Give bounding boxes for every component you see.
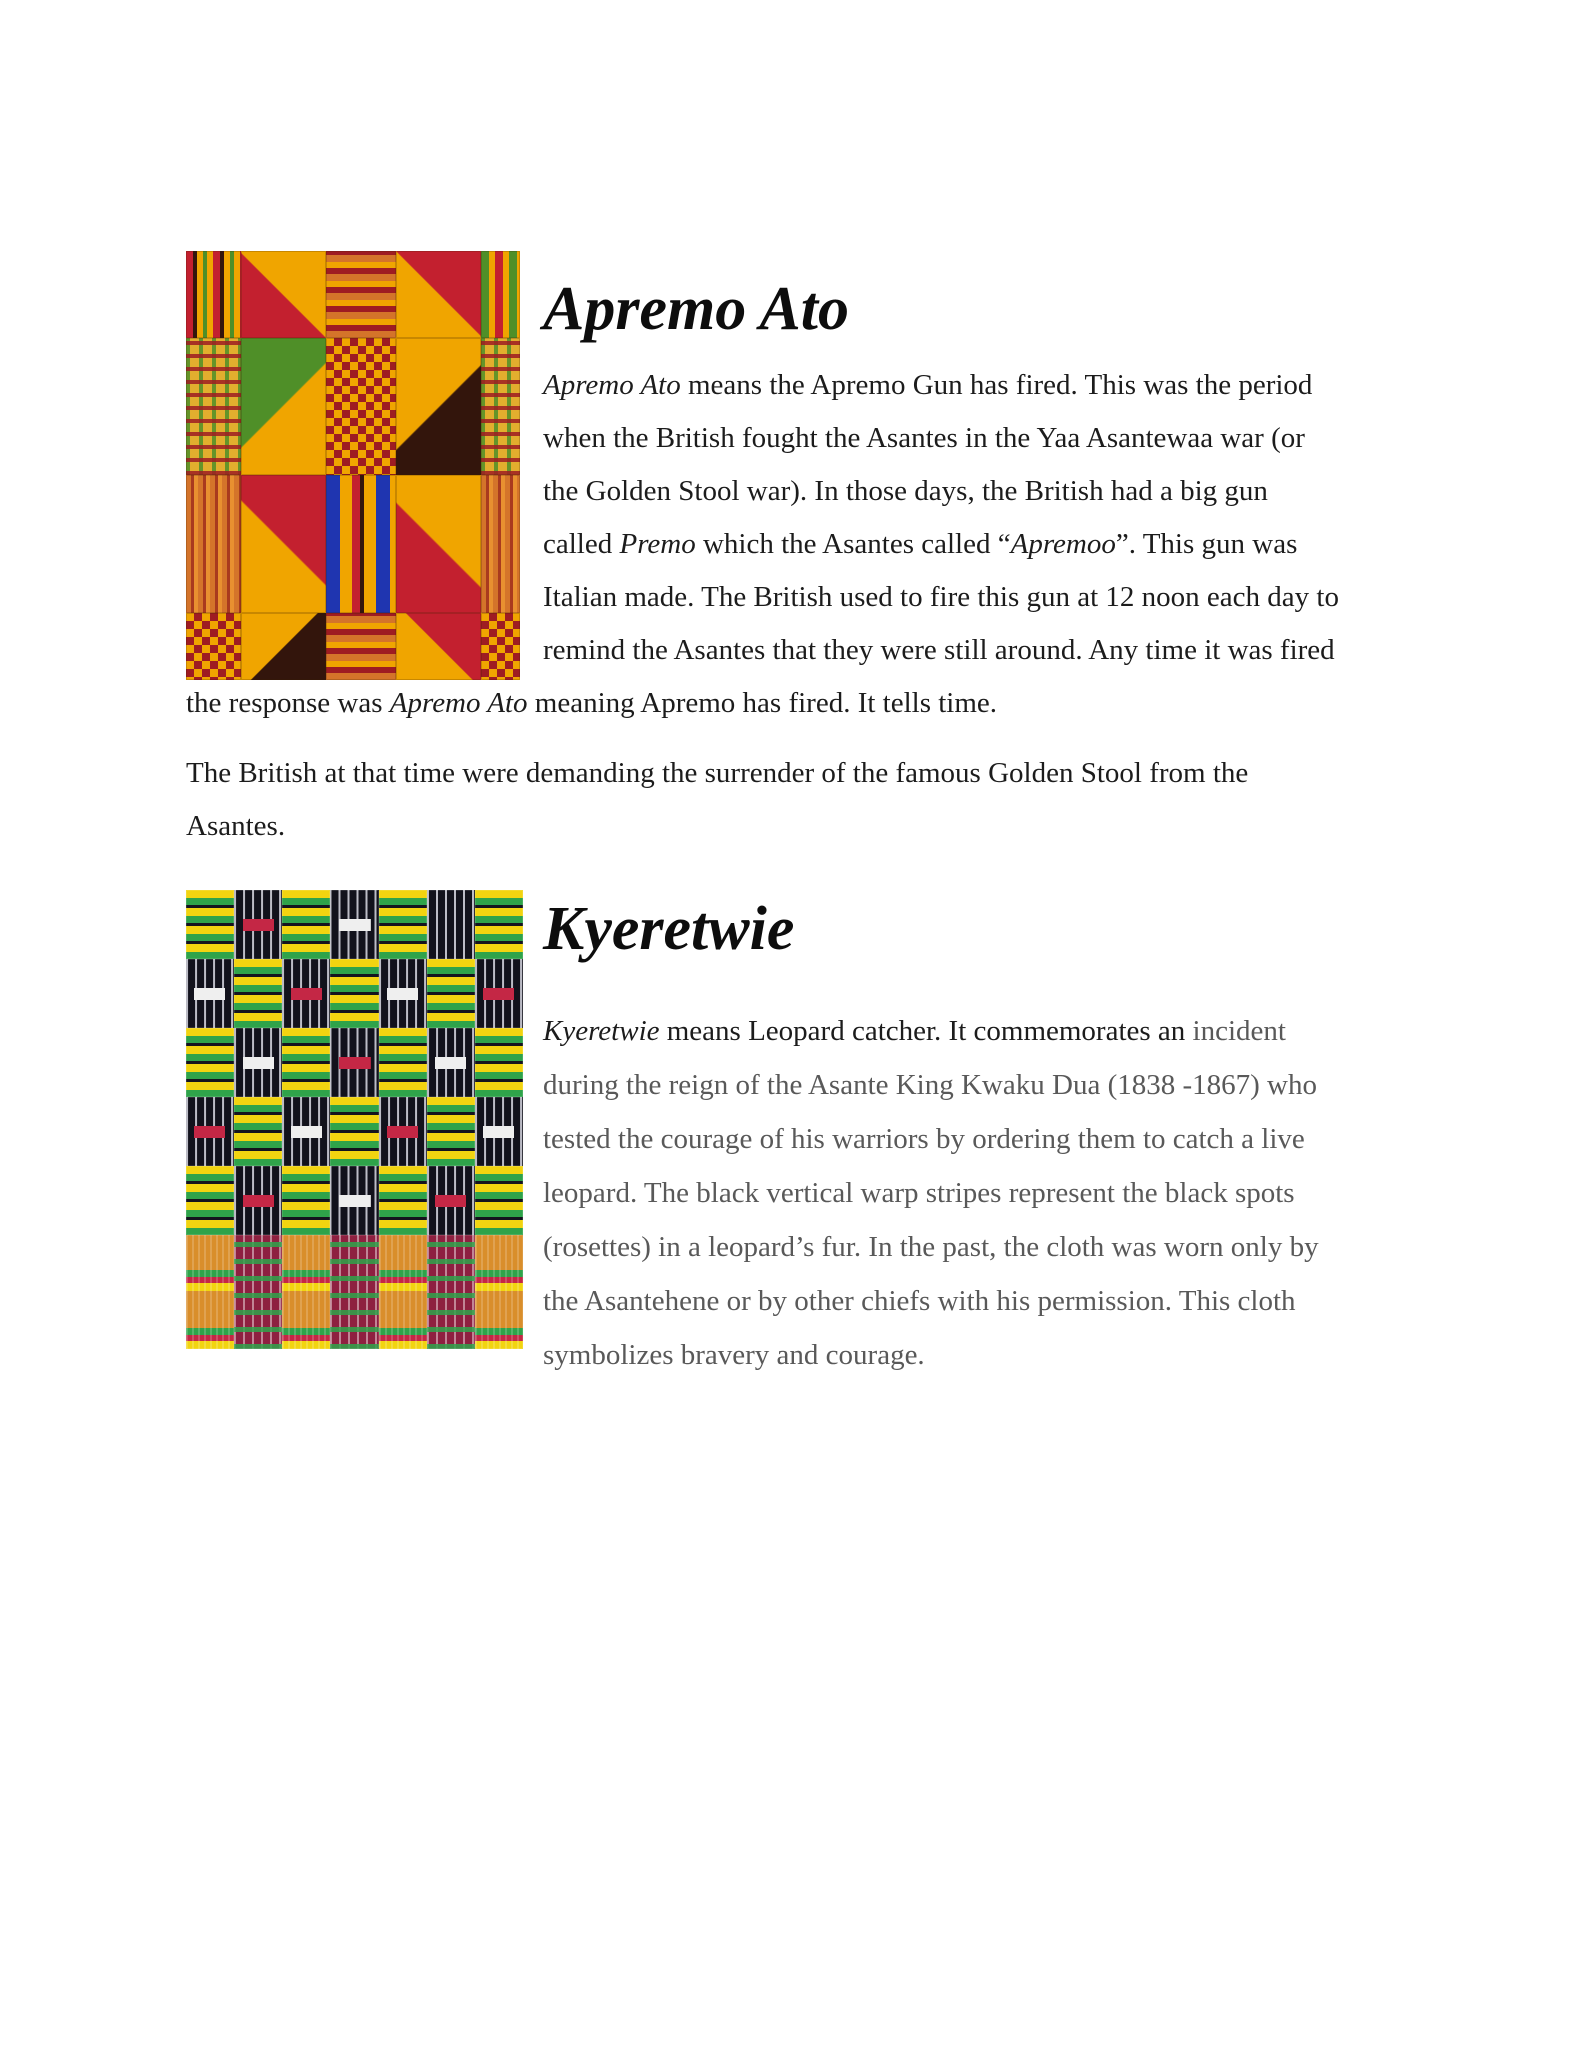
text-segment: The British at that time were demanding the surrender of the famous Golden Stool from the [186,757,1249,789]
kente-patch-stripe [330,959,378,1028]
text-line [543,465,1339,518]
kente-patch-stair-g [241,338,326,475]
text-segment: Apremo Ato [543,369,681,401]
text-line [543,1058,1319,1112]
kente-patch-stair-r [396,475,481,613]
kente-patch-black-r [379,1097,427,1166]
text-line [543,1004,1319,1058]
text-segment: ”. This gun was [1115,528,1298,560]
kente-patch-orange [186,1235,234,1349]
text-segment: means Leopard catcher. It commemorates an [659,1015,1193,1047]
kente-patch-black-w [186,959,234,1028]
text-segment: the Golden Stool war). In those days, the British had a big gun [543,475,1268,507]
kente-patch-black-r [282,959,330,1028]
kente-patch-check [326,338,396,475]
text-segment: Apremoo [1010,528,1116,560]
kente-patch-plaid2 [427,1235,475,1349]
kente-patch-stripe [427,959,475,1028]
text-segment: leopard. The black vertical warp stripes represent the black spots [543,1177,1295,1209]
kente-patch-stripe [379,1028,427,1097]
kente-patch-black [427,890,475,959]
kente-patch-check [186,613,241,680]
kente-cloth-image-apremo [186,251,520,680]
text-segment: Kyeretwie [543,1015,660,1047]
text-line [543,1274,1319,1328]
kente-patch-black-w [379,959,427,1028]
kente-patch-weave [481,475,520,613]
text-segment: means the Apremo Gun has fired. This was the period [680,369,1313,401]
kente-patch-stair-r [241,251,326,338]
text-segment: during the reign of the Asante King Kwaku Dua (1838 -1867) who [543,1069,1317,1101]
paragraph-apremo-body [543,359,1339,677]
kente-patch-weave [186,475,241,613]
text-segment: which the Asantes called “ [695,528,1011,560]
kente-patch-black-w [282,1097,330,1166]
heading-apremo-ato: Apremo Ato [543,275,850,343]
kente-patch-stair-r2 [396,613,481,680]
kente-patch-plaid [186,338,241,475]
kente-patch-black-r [330,1028,378,1097]
kente-patch-black-r [475,959,523,1028]
text-segment: the Asantehene or by other chiefs with his permission. This cloth [543,1285,1296,1317]
kente-patch-orange [379,1235,427,1349]
kente-patch-stripe [186,1166,234,1235]
text-segment: Premo [619,528,696,560]
kente-patch-stair-k [396,338,481,475]
kente-patch-stripe [234,959,282,1028]
kente-patch-stair-k [241,613,326,680]
paragraph-apremo-closing-line [186,677,997,730]
text-line [186,747,1248,800]
kente-patch-black-r [427,1166,475,1235]
kente-patch-black-w [330,890,378,959]
kente-patch-stripe [475,890,523,959]
text-line [543,1220,1319,1274]
text-line [543,518,1339,571]
text-segment: called [543,528,620,560]
kente-patch-black-w [330,1166,378,1235]
kente-patch-stripe [282,1166,330,1235]
text-segment: tested the courage of his warriors by ordering them to catch a live [543,1123,1305,1155]
paragraph-british-demand [186,747,1248,853]
kente-patch-stripe [186,890,234,959]
kente-patch-stair-r2 [396,251,481,338]
kente-patch-stripe [379,1166,427,1235]
kente-patch-stripe [234,1097,282,1166]
kente-patch-stripe [282,1028,330,1097]
text-segment: Italian made. The British used to fire this gun at 12 noon each day to [543,581,1339,613]
kente-patch-stripe [330,1097,378,1166]
kente-patch-stripe [427,1097,475,1166]
text-line [543,359,1339,412]
kente-patch-plaid [481,338,520,475]
text-segment: symbolizes bravery and courage. [543,1339,925,1371]
kente-patch-black-w [234,1028,282,1097]
kente-patch-plaid2 [234,1235,282,1349]
text-segment: meaning Apremo has fired. It tells time. [527,687,998,719]
kente-patch-stripe [475,1028,523,1097]
kente-cloth-image-kyeretwie [186,890,523,1349]
text-line [186,677,997,730]
text-line [543,412,1339,465]
kente-patch-hband [326,251,396,338]
kente-patch-stair-r2 [241,475,326,613]
kente-patch-orange [475,1235,523,1349]
text-segment: Asantes. [186,810,286,842]
text-segment: the response was [186,687,390,719]
kente-patch-stripe [186,1028,234,1097]
kente-patch-plaid2 [330,1235,378,1349]
kente-patch-black-w [475,1097,523,1166]
text-segment: remind the Asantes that they were still around. Any time it was fired [543,634,1335,666]
paragraph-kyeretwie-body [543,1004,1319,1382]
kente-patch-black-w [427,1028,475,1097]
kente-patch-vs2 [481,251,520,338]
text-line [543,1112,1319,1166]
kente-patch-stripe [475,1166,523,1235]
kente-patch-orange [282,1235,330,1349]
text-segment: Apremo Ato [389,687,528,719]
text-line [186,800,1248,853]
kente-patch-black-r [234,1166,282,1235]
text-line [543,1166,1319,1220]
kente-patch-vs [186,251,241,338]
kente-patch-blue [326,475,396,613]
heading-kyeretwie: Kyeretwie [543,895,795,963]
text-segment: (rosettes) in a leopard’s fur. In the past, the cloth was worn only by [543,1231,1319,1263]
text-line [543,624,1339,677]
kente-patch-hband [326,613,396,680]
text-line [543,571,1339,624]
kente-patch-stripe [379,890,427,959]
text-line [543,1328,1319,1382]
text-segment: incident [1192,1015,1286,1047]
kente-patch-black-r [186,1097,234,1166]
kente-patch-black-r [234,890,282,959]
kente-patch-stripe [282,890,330,959]
text-segment: when the British fought the Asantes in the Yaa Asantewaa war (or [543,422,1305,454]
kente-patch-check [481,613,520,680]
